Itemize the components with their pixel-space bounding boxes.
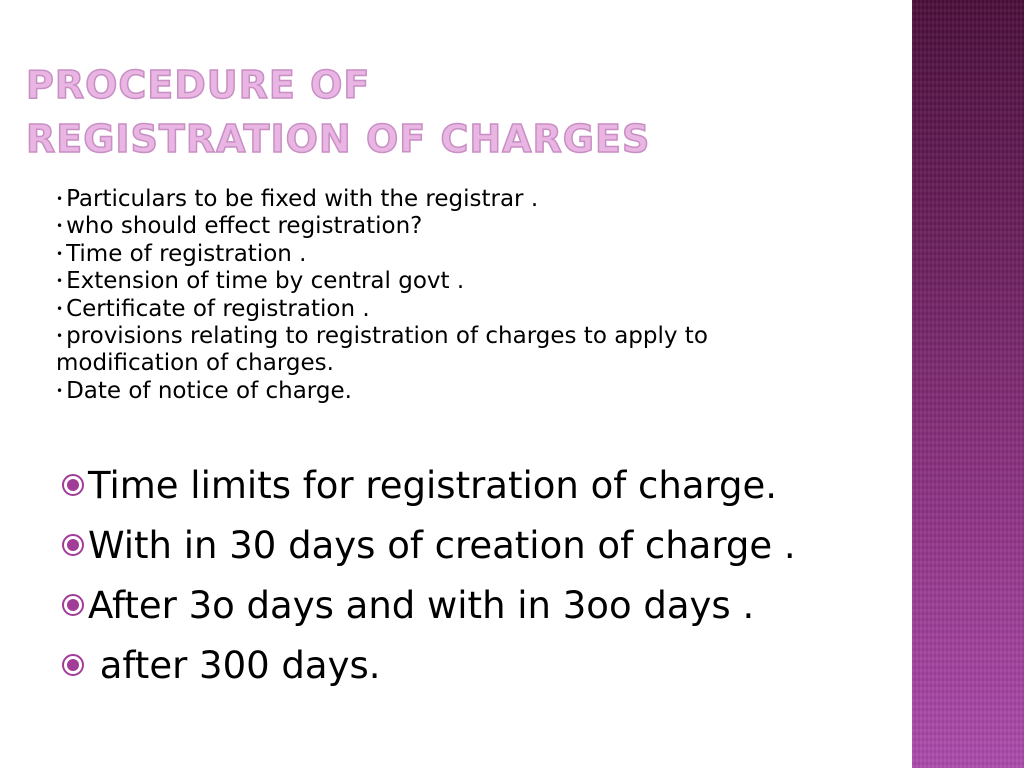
side-decoration-band bbox=[912, 0, 1024, 768]
sub-item-text: Time of registration . bbox=[66, 240, 307, 267]
sub-list-item bbox=[56, 378, 836, 405]
title-line-1: PROCEDURE OF bbox=[26, 63, 371, 107]
sub-item-text: provisions relating to registration of charges to apply to modification of charges. bbox=[56, 323, 708, 377]
main-item-text: After 3o days and with in 3oo days . bbox=[88, 584, 755, 627]
main-list-item bbox=[62, 636, 882, 696]
main-list-item bbox=[62, 516, 882, 576]
slide-title bbox=[26, 58, 886, 166]
sub-item-text: who should effect registration? bbox=[66, 213, 423, 240]
sub-item-text: Particulars to be fixed with the registrar . bbox=[66, 186, 539, 212]
sub-bullet-list bbox=[56, 186, 836, 405]
circle-bullet-icon bbox=[62, 534, 84, 556]
bullet-dot-icon: • bbox=[56, 301, 64, 316]
bullet-dot-icon: • bbox=[56, 192, 64, 206]
sub-list-item bbox=[56, 241, 836, 268]
title-line-2: REGISTRATION OF CHARGES bbox=[26, 117, 651, 161]
bullet-dot-icon: • bbox=[56, 383, 64, 398]
sub-item-text: Extension of time by central govt . bbox=[66, 268, 465, 295]
circle-bullet-icon bbox=[62, 474, 84, 496]
sub-list-item bbox=[56, 213, 836, 240]
main-bullet-list bbox=[62, 456, 882, 696]
sub-item-text: Certificate of registration . bbox=[66, 295, 370, 322]
sub-list-item bbox=[56, 268, 836, 295]
main-list-item bbox=[62, 576, 882, 636]
main-item-text: after 300 days. bbox=[88, 644, 381, 687]
bullet-dot-icon: • bbox=[56, 219, 64, 234]
bullet-dot-icon: • bbox=[56, 329, 64, 344]
main-item-text: With in 30 days of creation of charge . bbox=[88, 524, 796, 567]
circle-bullet-icon bbox=[62, 654, 84, 676]
circle-bullet-icon bbox=[62, 594, 84, 616]
bullet-dot-icon: • bbox=[56, 274, 64, 289]
sub-list-item bbox=[56, 296, 836, 323]
main-item-text: Time limits for registration of charge. bbox=[88, 464, 778, 507]
sub-item-text: Date of notice of charge. bbox=[66, 377, 352, 404]
main-list-item bbox=[62, 456, 882, 516]
sub-list-item bbox=[56, 186, 836, 213]
sub-list-item bbox=[56, 323, 836, 378]
bullet-dot-icon: • bbox=[56, 246, 64, 261]
